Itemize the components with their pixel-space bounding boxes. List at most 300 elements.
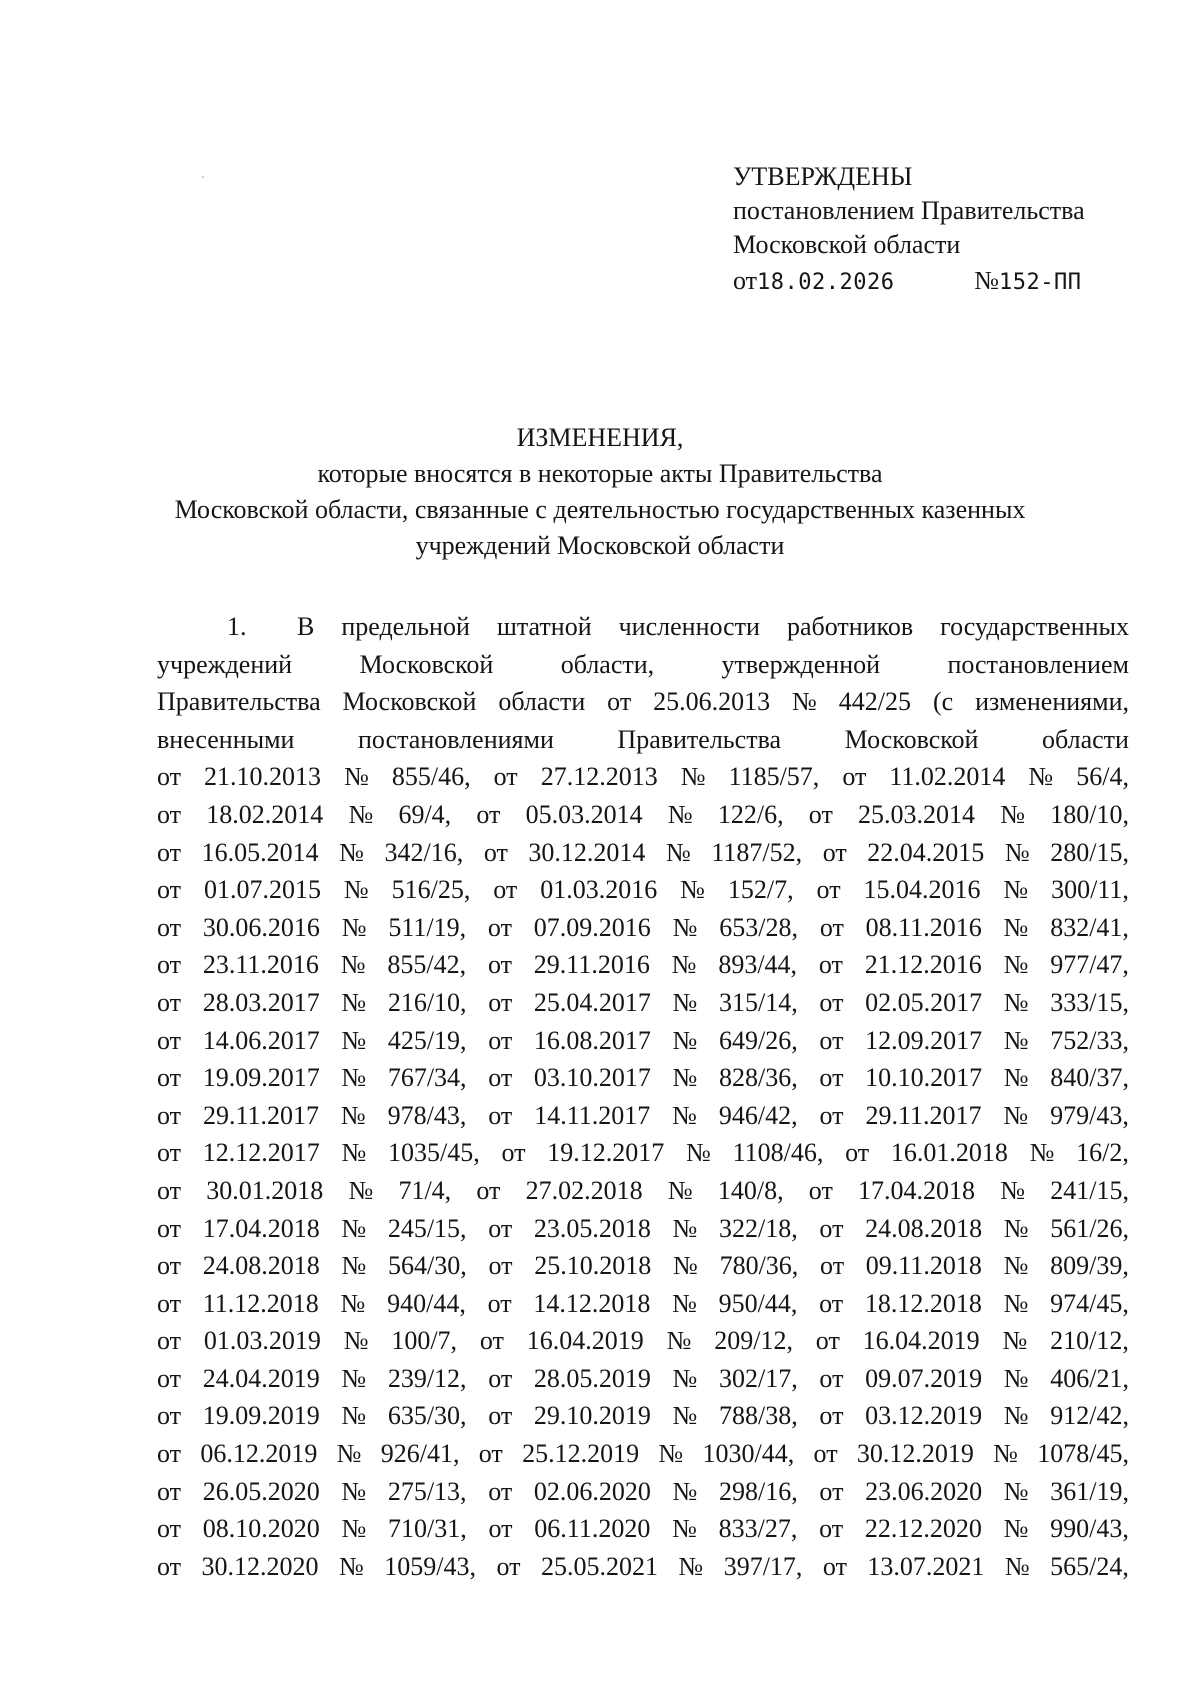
body-word: от [819, 1025, 844, 1055]
body-word: 565/24, [1050, 1551, 1129, 1581]
approval-line-1: постановлением Правительства [733, 196, 1085, 225]
body-word: от [157, 762, 182, 792]
body-word: 241/15, [1050, 1175, 1129, 1205]
number-sign: № [974, 266, 1000, 295]
body-word: от [157, 1025, 182, 1055]
body-word: № [672, 1476, 698, 1506]
body-line [157, 646, 1129, 684]
body-word: 14.11.2017 [534, 1100, 651, 1130]
body-word: от [842, 762, 867, 792]
body-word: от [493, 875, 518, 905]
body-word: от [157, 1063, 182, 1093]
body-word: № [338, 1551, 364, 1581]
body-word: 912/42, [1050, 1401, 1129, 1431]
body-word: 23.11.2016 [202, 950, 319, 980]
body-word: 940/44, [387, 1288, 466, 1318]
body-word: от [819, 1363, 844, 1393]
body-word: 406/21, [1050, 1363, 1129, 1393]
body-word: 425/19, [387, 1025, 467, 1055]
body-word: от [157, 1288, 182, 1318]
body-word: 30.12.2020 [201, 1551, 319, 1581]
body-word: 16/2, [1076, 1138, 1129, 1168]
body-word: № [1003, 1401, 1029, 1431]
body-word: № [665, 837, 691, 867]
body-line [157, 683, 1129, 721]
body-word: 16.04.2019 [862, 1326, 980, 1356]
body-word: 209/12, [714, 1326, 793, 1356]
body-word: № [344, 762, 369, 792]
body-word: 25.04.2017 [533, 987, 651, 1017]
body-word: от [820, 1251, 845, 1281]
body-word: № [343, 875, 369, 905]
body-word: 29.10.2019 [533, 1401, 651, 1431]
body-word: 210/12, [1050, 1326, 1129, 1356]
body-word: от [157, 1401, 182, 1431]
heading-line-3: учреждений Московской области [415, 531, 785, 560]
body-word: 1078/45, [1037, 1439, 1129, 1469]
body-word: от [488, 1514, 513, 1544]
body-word: 122/6, [717, 799, 784, 829]
body-word: постановлением [947, 649, 1129, 679]
body-word: 23.06.2020 [865, 1476, 983, 1506]
body-word: 239/12, [387, 1363, 467, 1393]
approval-date-line [733, 264, 1173, 300]
body-line [157, 796, 1129, 834]
body-word: 26.05.2020 [202, 1476, 320, 1506]
body-word: 56/4, [1076, 762, 1129, 792]
body-word: № [666, 1326, 692, 1356]
body-word: № [680, 875, 705, 905]
body-word: области [498, 687, 586, 717]
body-word: 27.02.2018 [525, 1175, 643, 1205]
body-word: № [341, 912, 367, 942]
body-word: постановлениями [358, 724, 554, 754]
body-word: 140/8, [717, 1175, 784, 1205]
body-word: 180/10, [1050, 799, 1129, 829]
body-word: от [476, 1175, 501, 1205]
body-word: изменениями, [975, 687, 1129, 717]
body-word: от [819, 1476, 844, 1506]
body-word: 25.05.2021 [540, 1551, 658, 1581]
body-word: от [488, 1401, 513, 1431]
body-word: 24.04.2019 [202, 1363, 320, 1393]
body-word: 08.10.2020 [202, 1514, 320, 1544]
body-word: 442/25 [838, 687, 912, 717]
body-word: 10.10.2017 [865, 1063, 983, 1093]
body-word: от [819, 987, 844, 1017]
body-word: № [1029, 1138, 1055, 1168]
body-word: от [157, 1363, 182, 1393]
body-word: 17.04.2018 [202, 1213, 320, 1243]
body-word: 809/39, [1050, 1251, 1129, 1281]
body-word: 516/25, [391, 875, 471, 905]
body-word: 69/4, [398, 799, 452, 829]
body-word: 990/43, [1050, 1514, 1129, 1544]
body-word: № [1004, 837, 1030, 867]
body-word: 19.12.2017 [547, 1138, 665, 1168]
body-word: № [680, 762, 706, 792]
body-word: 21.12.2016 [864, 950, 982, 980]
body-word: В [297, 612, 315, 641]
body-word: 18.02.2014 [206, 799, 324, 829]
body-word: Московской [359, 649, 494, 679]
body-word: № [348, 799, 374, 829]
body-word: 24.08.2018 [865, 1213, 983, 1243]
body-word: № [1000, 1175, 1026, 1205]
body-word: 561/26, [1050, 1213, 1129, 1243]
body-word: № [340, 1100, 366, 1130]
body-word: 21.10.2013 [204, 762, 322, 792]
body-word: от [488, 1063, 513, 1093]
body-word: Московской [342, 687, 477, 717]
body-line [157, 1059, 1129, 1097]
body-word: № [1002, 1326, 1028, 1356]
approval-line-2: Московской области [733, 230, 961, 259]
body-word: 1030/44, [702, 1439, 795, 1469]
body-word: 30.12.2014 [528, 837, 646, 867]
body-word: от [488, 1025, 513, 1055]
body-line [157, 1285, 1129, 1323]
body-line [157, 1022, 1129, 1060]
body-word: 16.04.2019 [526, 1326, 644, 1356]
body-word: от [819, 912, 844, 942]
body-word: 16.01.2018 [890, 1138, 1008, 1168]
scan-speck [202, 176, 204, 178]
body-word: № [792, 687, 817, 717]
body-word: от [808, 799, 833, 829]
body-word: 29.11.2017 [202, 1100, 319, 1130]
body-word: № [673, 1251, 698, 1281]
heading-title: ИЗМЕНЕНИЯ, [516, 423, 684, 452]
body-word: № [341, 1251, 367, 1281]
body-word: 978/43, [387, 1100, 467, 1130]
body-line-rest [297, 608, 1129, 646]
body-word: 361/19, [1050, 1476, 1129, 1506]
body-word: 855/46, [391, 762, 471, 792]
body-word: № [341, 1025, 367, 1055]
body-word: № [1003, 1476, 1029, 1506]
body-line [157, 1247, 1129, 1285]
body-word: № [672, 1401, 698, 1431]
body-word: 05.03.2014 [525, 799, 643, 829]
body-word: от [488, 1213, 513, 1243]
body-word: 302/17, [719, 1363, 798, 1393]
body-word: 946/42, [718, 1100, 798, 1130]
body-word: 300/11, [1051, 875, 1129, 905]
body-word: 14.06.2017 [202, 1025, 320, 1055]
body-word: Правительства [157, 687, 321, 717]
body-line [157, 1435, 1129, 1473]
body-word: от [493, 762, 518, 792]
body-word: 280/15, [1050, 837, 1129, 867]
body-word: № [340, 950, 366, 980]
body-word: № [341, 1138, 367, 1168]
body-line [157, 1473, 1129, 1511]
body-word: 30.12.2019 [856, 1439, 974, 1469]
body-word: № [336, 1439, 362, 1469]
body-word: 653/28, [719, 912, 798, 942]
body-word: 19.09.2019 [202, 1401, 320, 1431]
body-word: 315/14, [719, 987, 798, 1017]
body-word: № [341, 987, 367, 1017]
body-word: 29.11.2017 [865, 1100, 982, 1130]
heading-line-1: которые вносятся в некоторые акты Правительства [317, 459, 883, 488]
body-word: от [157, 1138, 182, 1168]
body-word: утвержденной [721, 649, 881, 679]
approval-stamp-block [733, 160, 1173, 300]
body-word: № [341, 1063, 367, 1093]
body-word: 974/45, [1050, 1288, 1129, 1318]
body-word: от [157, 1551, 182, 1581]
body-word: 13.07.2021 [867, 1551, 985, 1581]
body-word: 12.09.2017 [865, 1025, 983, 1055]
body-word: от [819, 1213, 844, 1243]
body-word: № [1003, 1025, 1029, 1055]
body-word: 710/31, [388, 1514, 467, 1544]
body-word: 09.07.2019 [865, 1363, 983, 1393]
body-word: государственных [940, 612, 1129, 641]
body-word: 397/17, [723, 1551, 803, 1581]
body-word: 12.12.2017 [202, 1138, 320, 1168]
body-word: 100/7, [391, 1326, 458, 1356]
body-word: от [845, 1138, 870, 1168]
body-word: 01.03.2019 [203, 1326, 321, 1356]
body-word: № [672, 1288, 697, 1318]
body-word: 01.03.2016 [540, 875, 658, 905]
body-word: от [157, 1213, 182, 1243]
body-word: 1185/57, [728, 762, 820, 792]
body-word: № [671, 950, 697, 980]
body-word: от [487, 912, 512, 942]
body-word: № [1003, 912, 1029, 942]
body-line [157, 1360, 1129, 1398]
body-word: штатной [496, 612, 592, 641]
body-word: № [1003, 1288, 1029, 1318]
body-word: предельной [341, 612, 470, 641]
body-word: № [1003, 950, 1029, 980]
body-word: 25.12.2019 [522, 1439, 640, 1469]
body-word: от [819, 1063, 844, 1093]
body-line [157, 1097, 1129, 1135]
section-1-body [157, 608, 1129, 1585]
body-word: 14.12.2018 [533, 1288, 651, 1318]
body-word: от [476, 799, 501, 829]
body-line [157, 909, 1129, 947]
body-word: от [501, 1138, 526, 1168]
body-word: от [819, 1514, 844, 1544]
body-word: от [819, 1401, 844, 1431]
body-word: 926/41, [380, 1439, 460, 1469]
body-word: 30.01.2018 [206, 1175, 324, 1205]
body-word: от [819, 1288, 844, 1318]
body-word: от [157, 1476, 182, 1506]
body-word: № [672, 912, 698, 942]
body-word: 03.10.2017 [533, 1063, 651, 1093]
body-word: 30.06.2016 [202, 912, 320, 942]
body-word: работников [786, 612, 914, 641]
body-word: от [488, 1363, 513, 1393]
body-word: 855/42, [387, 950, 467, 980]
body-word: 649/26, [719, 1025, 798, 1055]
body-word: от [818, 950, 843, 980]
body-word: 11.02.2014 [889, 762, 1006, 792]
body-line [157, 984, 1129, 1022]
body-word: от [157, 1100, 182, 1130]
body-word: 02.05.2017 [865, 987, 983, 1017]
section-number: 1. [227, 612, 247, 641]
approval-title: УТВЕРЖДЕНЫ [733, 162, 913, 191]
body-word: 24.08.2018 [202, 1251, 320, 1281]
date-prefix: от [733, 266, 758, 295]
body-word: № [672, 1100, 697, 1130]
body-word: № [343, 1326, 369, 1356]
body-word: 28.03.2017 [202, 987, 320, 1017]
body-word: № [1003, 875, 1029, 905]
body-word: № [341, 1514, 367, 1544]
body-word: от [157, 1251, 182, 1281]
body-word: (с [932, 687, 954, 717]
body-word: № [672, 1025, 698, 1055]
body-line [157, 1548, 1129, 1586]
body-word: от [157, 950, 182, 980]
body-word: от [822, 1551, 847, 1581]
body-word: 893/44, [718, 950, 798, 980]
body-word: № [1003, 1063, 1029, 1093]
heading-line-2: Московской области, связанные с деятельностью государственных казенных [174, 495, 1026, 524]
body-word: 17.04.2018 [858, 1175, 976, 1205]
body-word: от [479, 1326, 504, 1356]
body-word: 1035/45, [388, 1138, 480, 1168]
body-word: 09.11.2018 [865, 1251, 982, 1281]
body-word: от [157, 799, 182, 829]
body-word: от [478, 1439, 503, 1469]
body-word: от [822, 837, 847, 867]
body-word: от [157, 1439, 182, 1469]
body-word: 71/4, [398, 1175, 452, 1205]
body-word: № [341, 1213, 367, 1243]
body-word: от [157, 912, 182, 942]
body-word: от [487, 950, 512, 980]
body-word: от [488, 1476, 513, 1506]
body-line [157, 1397, 1129, 1435]
body-word: от [488, 987, 513, 1017]
body-word: № [341, 1401, 367, 1431]
body-line [157, 758, 1129, 796]
body-word: № [1003, 1100, 1029, 1130]
body-word: от [496, 1551, 521, 1581]
body-word: № [341, 1476, 367, 1506]
approval-number: 152-ПП [999, 270, 1082, 295]
body-word: 07.09.2016 [533, 912, 651, 942]
body-word: области [1042, 724, 1129, 754]
body-word: от [808, 1175, 833, 1205]
body-word: Правительства [617, 724, 782, 754]
body-word: 02.06.2020 [533, 1476, 651, 1506]
body-word: № [658, 1439, 684, 1469]
body-word: № [1000, 799, 1026, 829]
body-word: 298/16, [719, 1476, 798, 1506]
body-word: от [819, 1100, 844, 1130]
body-word: учреждений [157, 649, 293, 679]
body-word: 16.08.2017 [533, 1025, 651, 1055]
body-word: № [1003, 1213, 1029, 1243]
body-line [157, 721, 1129, 759]
body-word: от [157, 1326, 182, 1356]
body-word: от [815, 1326, 840, 1356]
body-word: № [340, 1288, 366, 1318]
body-word: 511/19, [388, 912, 467, 942]
body-line [157, 1172, 1129, 1210]
body-word: № [1004, 1551, 1030, 1581]
body-word: 828/36, [719, 1063, 798, 1093]
body-word: 216/10, [387, 987, 467, 1017]
body-word: № [672, 1363, 698, 1393]
body-word: 979/43, [1050, 1100, 1129, 1130]
body-word: 322/18, [719, 1213, 798, 1243]
body-line [157, 1134, 1129, 1172]
body-word: от [488, 1100, 513, 1130]
body-word: № [1028, 762, 1054, 792]
body-word: 11.12.2018 [202, 1288, 319, 1318]
body-word: от [488, 1251, 513, 1281]
body-line [157, 871, 1129, 909]
body-word: от [157, 987, 182, 1017]
body-line [157, 946, 1129, 984]
body-word: 977/47, [1050, 950, 1129, 980]
body-word: Московской [844, 724, 979, 754]
body-word: 06.11.2020 [534, 1514, 651, 1544]
body-word: № [1003, 1363, 1029, 1393]
body-word: № [1003, 1251, 1029, 1281]
body-word: 767/34, [387, 1063, 467, 1093]
body-word: 06.12.2019 [200, 1439, 318, 1469]
body-word: внесенными [157, 724, 295, 754]
body-word: от [157, 837, 182, 867]
body-line [157, 608, 1129, 646]
body-word: 15.04.2016 [863, 875, 981, 905]
body-word: № [341, 1363, 367, 1393]
body-word: от [157, 1514, 182, 1544]
body-word: 333/15, [1050, 987, 1129, 1017]
body-line [157, 1510, 1129, 1548]
body-word: № [686, 1138, 711, 1168]
body-word: 19.09.2017 [202, 1063, 320, 1093]
body-word: 833/27, [718, 1514, 798, 1544]
body-word: 832/41, [1050, 912, 1129, 942]
body-line [157, 1210, 1129, 1248]
body-word: 635/30, [387, 1401, 467, 1431]
body-word: 245/15, [387, 1213, 467, 1243]
body-word: численности [618, 612, 760, 641]
body-word: № [667, 1175, 693, 1205]
body-word: от [816, 875, 841, 905]
body-word: № [993, 1439, 1018, 1469]
body-word: 25.10.2018 [534, 1251, 652, 1281]
approval-date: 18.02.2026 [757, 270, 895, 295]
body-word: 342/16, [384, 837, 464, 867]
body-word: 16.05.2014 [201, 837, 319, 867]
body-word: от [157, 875, 182, 905]
body-word: от [487, 1288, 512, 1318]
body-word: 22.12.2020 [864, 1514, 982, 1544]
body-word: 23.05.2018 [533, 1213, 651, 1243]
body-word: 1187/52, [711, 837, 803, 867]
body-word: № [672, 1213, 698, 1243]
body-word: 28.05.2019 [533, 1363, 651, 1393]
body-word: 08.11.2016 [865, 912, 982, 942]
body-word: 1108/46, [732, 1138, 824, 1168]
body-word: от [607, 687, 632, 717]
